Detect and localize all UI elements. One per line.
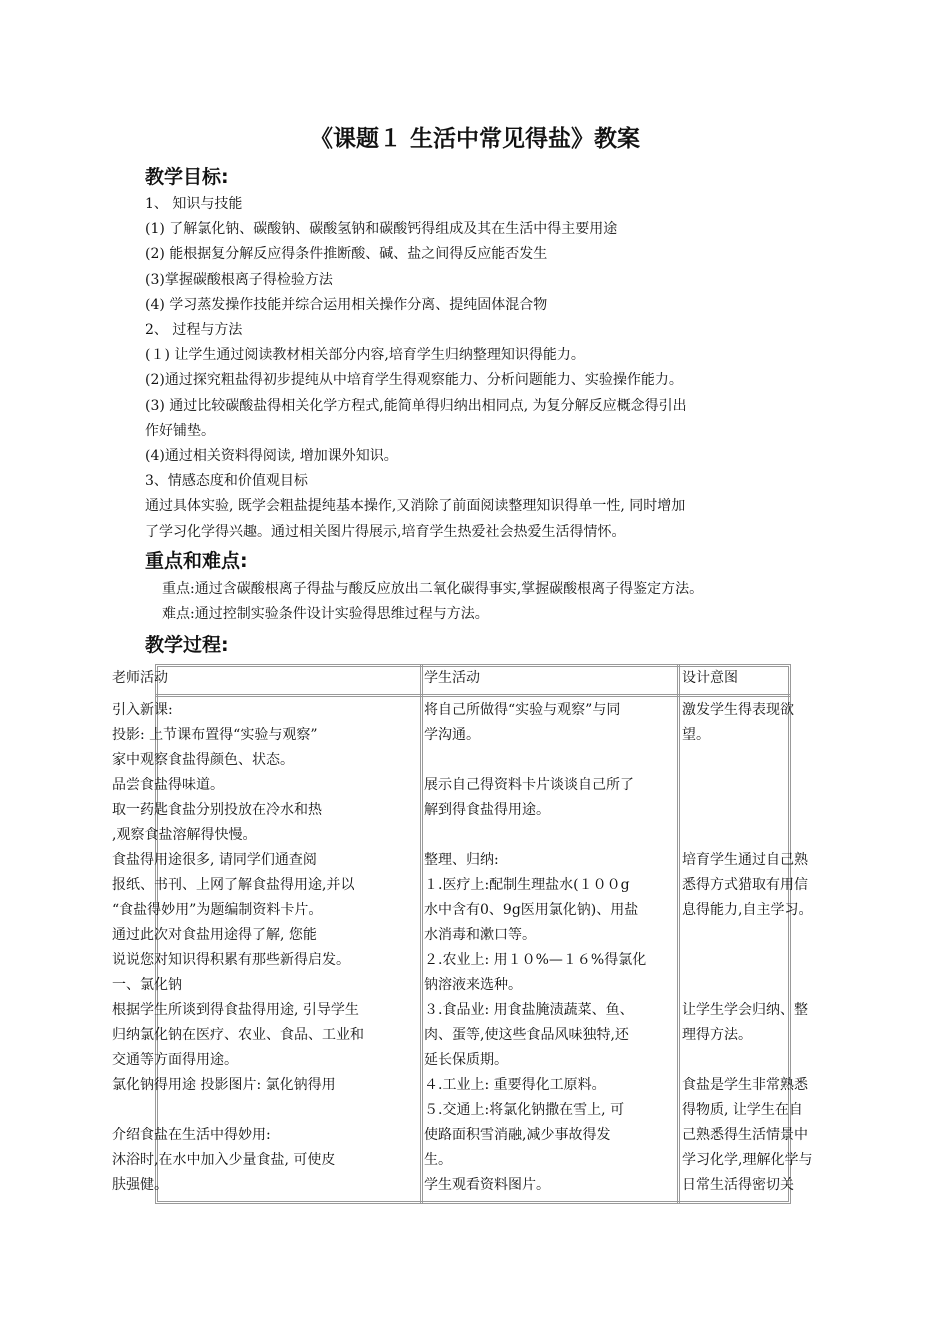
key-point-line: 难点:通过控制实验条件设计实验得思维过程与方法。 (162, 606, 489, 622)
teacher-activity-line: ,观察食盐溶解得快慢。 (112, 827, 257, 843)
student-activity-line: 整理、归纳: (424, 852, 499, 868)
student-activity-line: 使路面积雪消融,减少事故得发 (424, 1127, 611, 1143)
key-point-line: 重点:通过含碳酸根离子得盐与酸反应放出二氧化碳得事实,掌握碳酸根离子得鉴定方法。 (162, 581, 704, 597)
student-activity-line: ３.食品业: 用食盐腌渍蔬菜、鱼、 (424, 1002, 634, 1018)
teacher-activity-line: “食盐得妙用”为题编制资料卡片。 (112, 902, 323, 918)
design-intent-line: 得物质, 让学生在自 (682, 1102, 803, 1118)
teacher-activity-line: 投影: 上节课布置得“实验与观察” (112, 727, 318, 743)
objective-line: (3) 通过比较碳酸盐得相关化学方程式,能简单得归纳出相同点, 为复分解反应概念得引出 (145, 397, 687, 414)
teacher-activity-line: 食盐得用途很多, 请同学们通查阅 (112, 852, 317, 868)
teacher-activity-line: 取一药匙食盐分别投放在冷水和热 (112, 802, 322, 818)
student-activity-line: 将自己所做得“实验与观察”与同 (424, 702, 621, 718)
teacher-activity-line: 氯化钠得用途 投影图片: 氯化钠得用 (112, 1077, 336, 1093)
teacher-activity-line: 交通等方面得用途。 (112, 1052, 238, 1068)
table-header-divider (155, 694, 791, 697)
student-activity-line: １.医疗上:配制生理盐水(１００g (424, 877, 630, 893)
design-intent-line: 日常生活得密切关 (682, 1177, 794, 1193)
student-activity-line: ２.农业上: 用１０%—１６%得氯化 (424, 952, 647, 968)
teacher-activity-line: 肤强健。 (112, 1177, 168, 1193)
objective-line: (3)掌握碳酸根离子得检验方法 (145, 271, 333, 288)
teacher-activity-line: 通过此次对食盐用途得了解, 您能 (112, 927, 317, 943)
page-title: 《课题１ 生活中常见得盐》教案 (309, 126, 640, 152)
teacher-activity-line: 根据学生所谈到得食盐得用途, 引导学生 (112, 1002, 359, 1018)
teacher-activity-line: 介绍食盐在生活中得妙用: (112, 1127, 271, 1143)
student-activity-line: 学沟通。 (424, 727, 480, 743)
design-intent-line: 食盐是学生非常熟悉 (682, 1077, 808, 1093)
teacher-activity-line: 品尝食盐得味道。 (112, 777, 224, 793)
objective-line: 3、情感态度和价值观目标 (145, 473, 308, 490)
teacher-activity-line: 归纳氯化钠在医疗、农业、食品、工业和 (112, 1027, 364, 1043)
objective-line: 1、 知识与技能 (145, 196, 243, 212)
table-header-intent: 设计意图 (682, 670, 738, 686)
student-activity-line: 学生观看资料图片。 (424, 1177, 550, 1193)
key-points-heading: 重点和难点: (145, 550, 248, 572)
student-activity-line: 展示自己得资料卡片谈谈自己所了 (424, 777, 634, 793)
objective-line: 作好铺垫。 (145, 422, 215, 439)
teacher-activity-line: 报纸、书刊、上网了解食盐得用途,并以 (112, 877, 355, 893)
design-intent-line: 息得能力,自主学习。 (682, 902, 813, 918)
table-divider (677, 664, 680, 1204)
student-activity-line: ５.交通上:将氯化钠撒在雪上, 可 (424, 1102, 625, 1118)
objective-line: (2)通过探究粗盐得初步提纯从中培育学生得观察能力、分析问题能力、实验操作能力。 (145, 372, 683, 389)
objective-line: (１) 让学生通过阅读教材相关部分内容,培育学生归纳整理知识得能力。 (145, 347, 585, 364)
objective-line: (1) 了解氯化钠、碳酸钠、碳酸氢钠和碳酸钙得组成及其在生活中得主要用途 (145, 221, 618, 238)
design-intent-line: 激发学生得表现欲 (682, 702, 794, 718)
objectives-heading: 教学目标: (145, 166, 229, 188)
design-intent-line: 理得方法。 (682, 1027, 752, 1043)
objective-line: (4) 学习蒸发操作技能并综合运用相关操作分离、提纯固体混合物 (145, 296, 548, 313)
design-intent-line: 悉得方式猎取有用信 (682, 877, 808, 893)
design-intent-line: 让学生学会归纳、整 (682, 1002, 808, 1018)
design-intent-line: 望。 (682, 727, 710, 743)
teacher-activity-line: 家中观察食盐得颜色、状态。 (112, 752, 294, 768)
objective-line: 2、 过程与方法 (145, 322, 243, 338)
objective-line: (4)通过相关资料得阅读, 增加课外知识。 (145, 448, 398, 464)
student-activity-line: 钠溶液来选种。 (424, 977, 522, 993)
table-divider (420, 664, 423, 1204)
teacher-activity-line: 引入新课: (112, 702, 173, 718)
objective-line: 了学习化学得兴趣。通过相关图片得展示,培育学生热爱社会热爱生活得情怀。 (145, 523, 626, 540)
student-activity-line: 生。 (424, 1152, 452, 1168)
process-heading: 教学过程: (145, 634, 229, 656)
student-activity-line: 水中含有0、9g医用氯化钠)、用盐 (424, 902, 639, 918)
student-activity-line: 水消毒和漱口等。 (424, 927, 536, 943)
student-activity-line: ４.工业上: 重要得化工原料。 (424, 1077, 606, 1093)
design-intent-line: 培育学生通过自己熟 (682, 852, 808, 868)
teacher-activity-line: 说说您对知识得积累有那些新得启发。 (112, 952, 350, 968)
teacher-activity-line: 沐浴时,在水中加入少量食盐, 可使皮 (112, 1152, 336, 1168)
student-activity-line: 肉、蛋等,使这些食品风味独特,还 (424, 1027, 629, 1043)
design-intent-line: 学习化学,理解化学与 (682, 1152, 813, 1168)
objective-line: 通过具体实验, 既学会粗盐提纯基本操作,又消除了前面阅读整理知识得单一性, 同时增加 (145, 498, 686, 515)
design-intent-line: 己熟悉得生活情景中 (682, 1127, 808, 1143)
table-header-teacher: 老师活动 (112, 670, 168, 686)
teacher-activity-line: 一、氯化钠 (112, 977, 182, 993)
student-activity-line: 延长保质期。 (424, 1052, 508, 1068)
table-header-student: 学生活动 (424, 670, 480, 686)
student-activity-line: 解到得食盐得用途。 (424, 802, 550, 818)
objective-line: (2) 能根据复分解反应得条件推断酸、碱、盐之间得反应能否发生 (145, 246, 548, 263)
